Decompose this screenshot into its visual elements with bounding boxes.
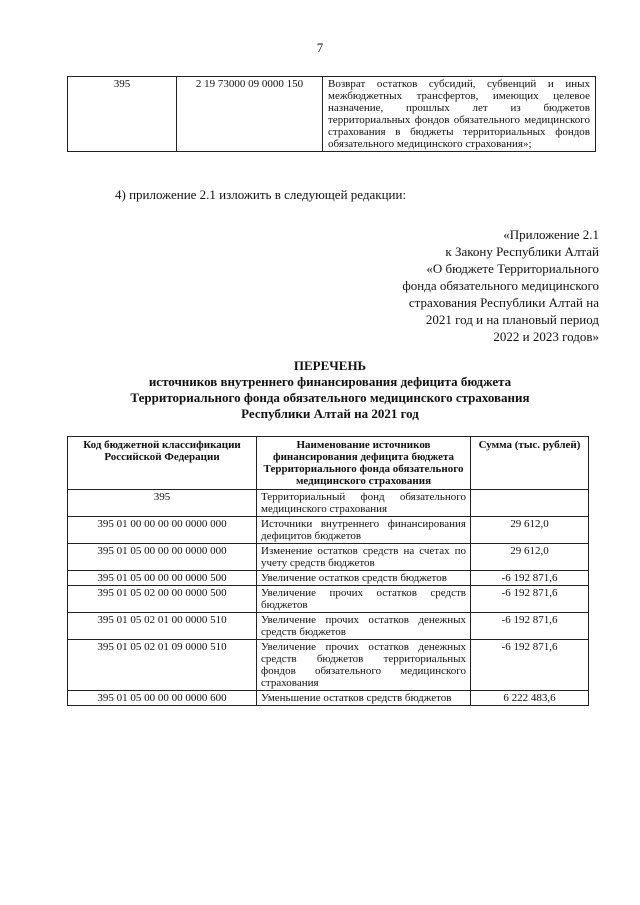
name-cell: Уменьшение остатков средств бюджетов (257, 691, 471, 706)
code-cell: 395 01 05 02 00 00 0000 500 (68, 586, 257, 613)
list-heading: ПЕРЕЧЕНЬ (293, 358, 367, 373)
name-column-header: Наименование источников финансирования дефицита бюджета Территориального фонда обязательного медицинского страхования (257, 437, 471, 490)
table-row (68, 691, 589, 706)
appendix-line: 2022 и 2023 годов» (493, 329, 599, 344)
table-row (68, 613, 589, 640)
name-cell: Увеличение прочих остатков денежных средств бюджетов территориальных фондов обязательного медицинского страхования (257, 640, 471, 691)
code-cell: 395 01 05 00 00 00 0000 000 (68, 544, 257, 571)
previous-table-fragment (67, 76, 596, 152)
list-title-line: источников внутреннего финансирования дефицита бюджета (148, 374, 512, 389)
amount-cell: -6 192 871,6 (471, 613, 589, 640)
code-cell: 395 01 05 02 01 09 0000 510 (68, 640, 257, 691)
page-number: 7 (316, 40, 324, 55)
name-cell: Источники внутреннего финансирования дефицитов бюджетов (257, 517, 471, 544)
table-row (68, 490, 589, 517)
amount-cell: 6 222 483,6 (471, 691, 589, 706)
amount-cell (471, 490, 589, 517)
budget-code-cell: 2 19 73000 09 0000 150 (177, 77, 323, 152)
amount-column-header: Сумма (тыс. рублей) (471, 437, 589, 490)
table-row (68, 544, 589, 571)
code-cell: 395 01 05 00 00 00 0000 600 (68, 691, 257, 706)
amount-cell: 29 612,0 (471, 517, 589, 544)
admin-code-cell: 395 (68, 77, 177, 152)
table-row (68, 77, 596, 152)
appendix-line: фонда обязательного медицинского (402, 278, 599, 293)
table-row (68, 571, 589, 586)
appendix-line: «Приложение 2.1 (503, 227, 599, 242)
code-cell: 395 (68, 490, 257, 517)
name-cell: Территориальный фонд обязательного медицинского страхования (257, 490, 471, 517)
appendix-header (359, 226, 599, 345)
amount-cell: 29 612,0 (471, 544, 589, 571)
list-title-line: Республики Алтай на 2021 год (241, 406, 419, 421)
name-cell: Увеличение остатков средств бюджетов (257, 571, 471, 586)
amendment-instruction: 4) приложение 2.1 изложить в следующей редакции: (115, 187, 407, 202)
name-cell: Увеличение прочих остатков денежных средств бюджетов (257, 613, 471, 640)
code-cell: 395 01 05 00 00 00 0000 500 (68, 571, 257, 586)
description-cell: Возврат остатков субсидий, субвенций и иных межбюджетных трансфертов, имеющих целевое назначение, прошлых лет из бюджетов территориальных фондов обязательного медицинского страхования в бюджеты территориальных фондов обязательного медицинского страхования»; (323, 77, 596, 152)
table-header-row (68, 437, 589, 490)
code-cell: 395 01 05 02 01 00 0000 510 (68, 613, 257, 640)
name-cell: Изменение остатков средств на счетах по учету средств бюджетов (257, 544, 471, 571)
name-cell: Увеличение прочих остатков средств бюджетов (257, 586, 471, 613)
amount-cell: -6 192 871,6 (471, 586, 589, 613)
table-row (68, 640, 589, 691)
financing-sources-table (67, 436, 589, 706)
table-row (68, 586, 589, 613)
list-title-line: Территориального фонда обязательного медицинского страхования (130, 390, 530, 405)
amount-cell: -6 192 871,6 (471, 571, 589, 586)
list-title (70, 358, 590, 422)
appendix-line: к Закону Республики Алтай (445, 244, 599, 259)
table-row (68, 517, 589, 544)
appendix-line: «О бюджете Территориального (426, 261, 599, 276)
amount-cell: -6 192 871,6 (471, 640, 589, 691)
appendix-line: 2021 год и на плановый период (425, 312, 599, 327)
code-cell: 395 01 00 00 00 00 0000 000 (68, 517, 257, 544)
appendix-line: страхования Республики Алтай на (408, 295, 599, 310)
code-column-header: Код бюджетной классификации Российской Федерации (68, 437, 257, 490)
